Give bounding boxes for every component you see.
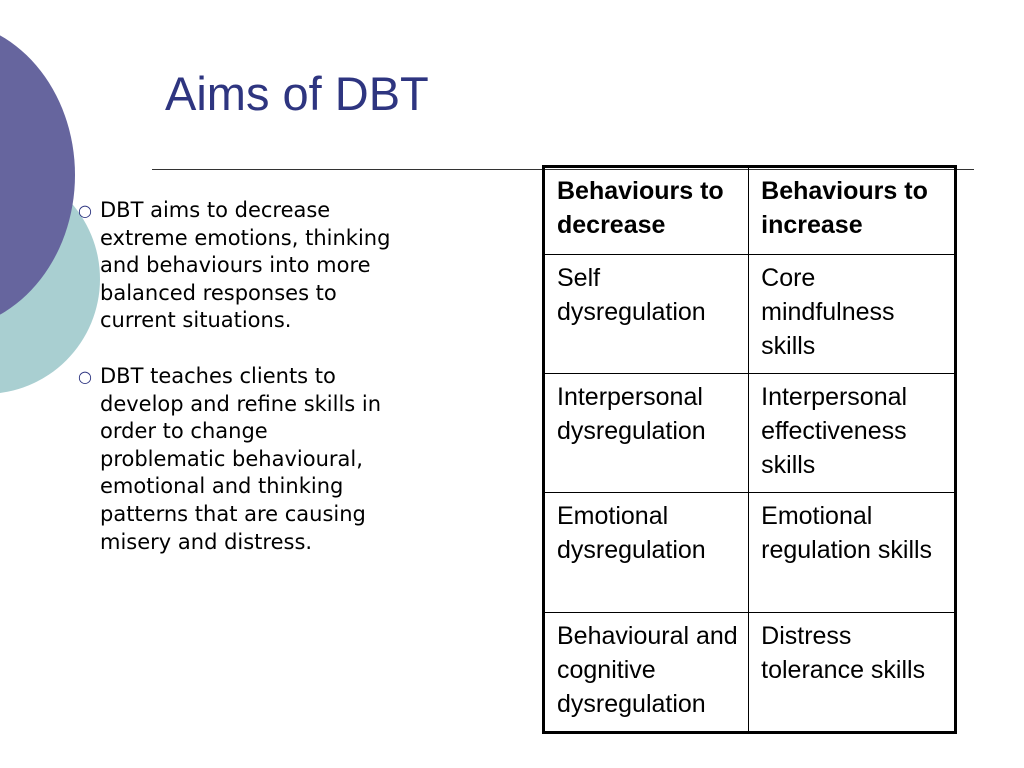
table-cell-decrease: Self dysregulation	[544, 255, 749, 374]
bullet-text: DBT aims to decrease extreme emotions, thinking and behaviours into more balanced responses to current situations.	[100, 198, 391, 333]
table-cell-decrease: Emotional dysregulation	[544, 493, 749, 613]
table-cell-increase: Interpersonal effectiveness skills	[749, 374, 956, 493]
table-cell-increase: Emotional regulation skills	[749, 493, 956, 613]
slide-title: Aims of DBT	[165, 67, 429, 120]
table-row	[544, 613, 956, 733]
table-cell-increase: Distress tolerance skills	[749, 613, 956, 733]
hollow-circle-bullet-icon: ○	[78, 366, 92, 386]
hollow-circle-bullet-icon: ○	[78, 201, 92, 220]
table-header-row	[544, 167, 956, 255]
table-cell-increase: Core mindfulness skills	[749, 255, 956, 374]
bullet-list	[78, 197, 398, 584]
table-row	[544, 255, 956, 374]
table-row	[544, 374, 956, 493]
table-row	[544, 493, 956, 613]
table-cell-decrease: Behavioural and cognitive dysregulation	[544, 613, 749, 733]
behaviours-table	[542, 165, 957, 734]
header-behaviours-to-decrease: Behaviours to decrease	[544, 167, 749, 255]
bullet-text: DBT teaches clients to develop and refine skills in order to change problematic behavioural, emotional and thinking patterns that are causing misery and distress.	[100, 363, 382, 554]
bullet-item	[78, 363, 398, 556]
table-cell-decrease: Interpersonal dysregulation	[544, 374, 749, 493]
bullet-item	[78, 197, 398, 335]
header-behaviours-to-increase: Behaviours to increase	[749, 167, 956, 255]
